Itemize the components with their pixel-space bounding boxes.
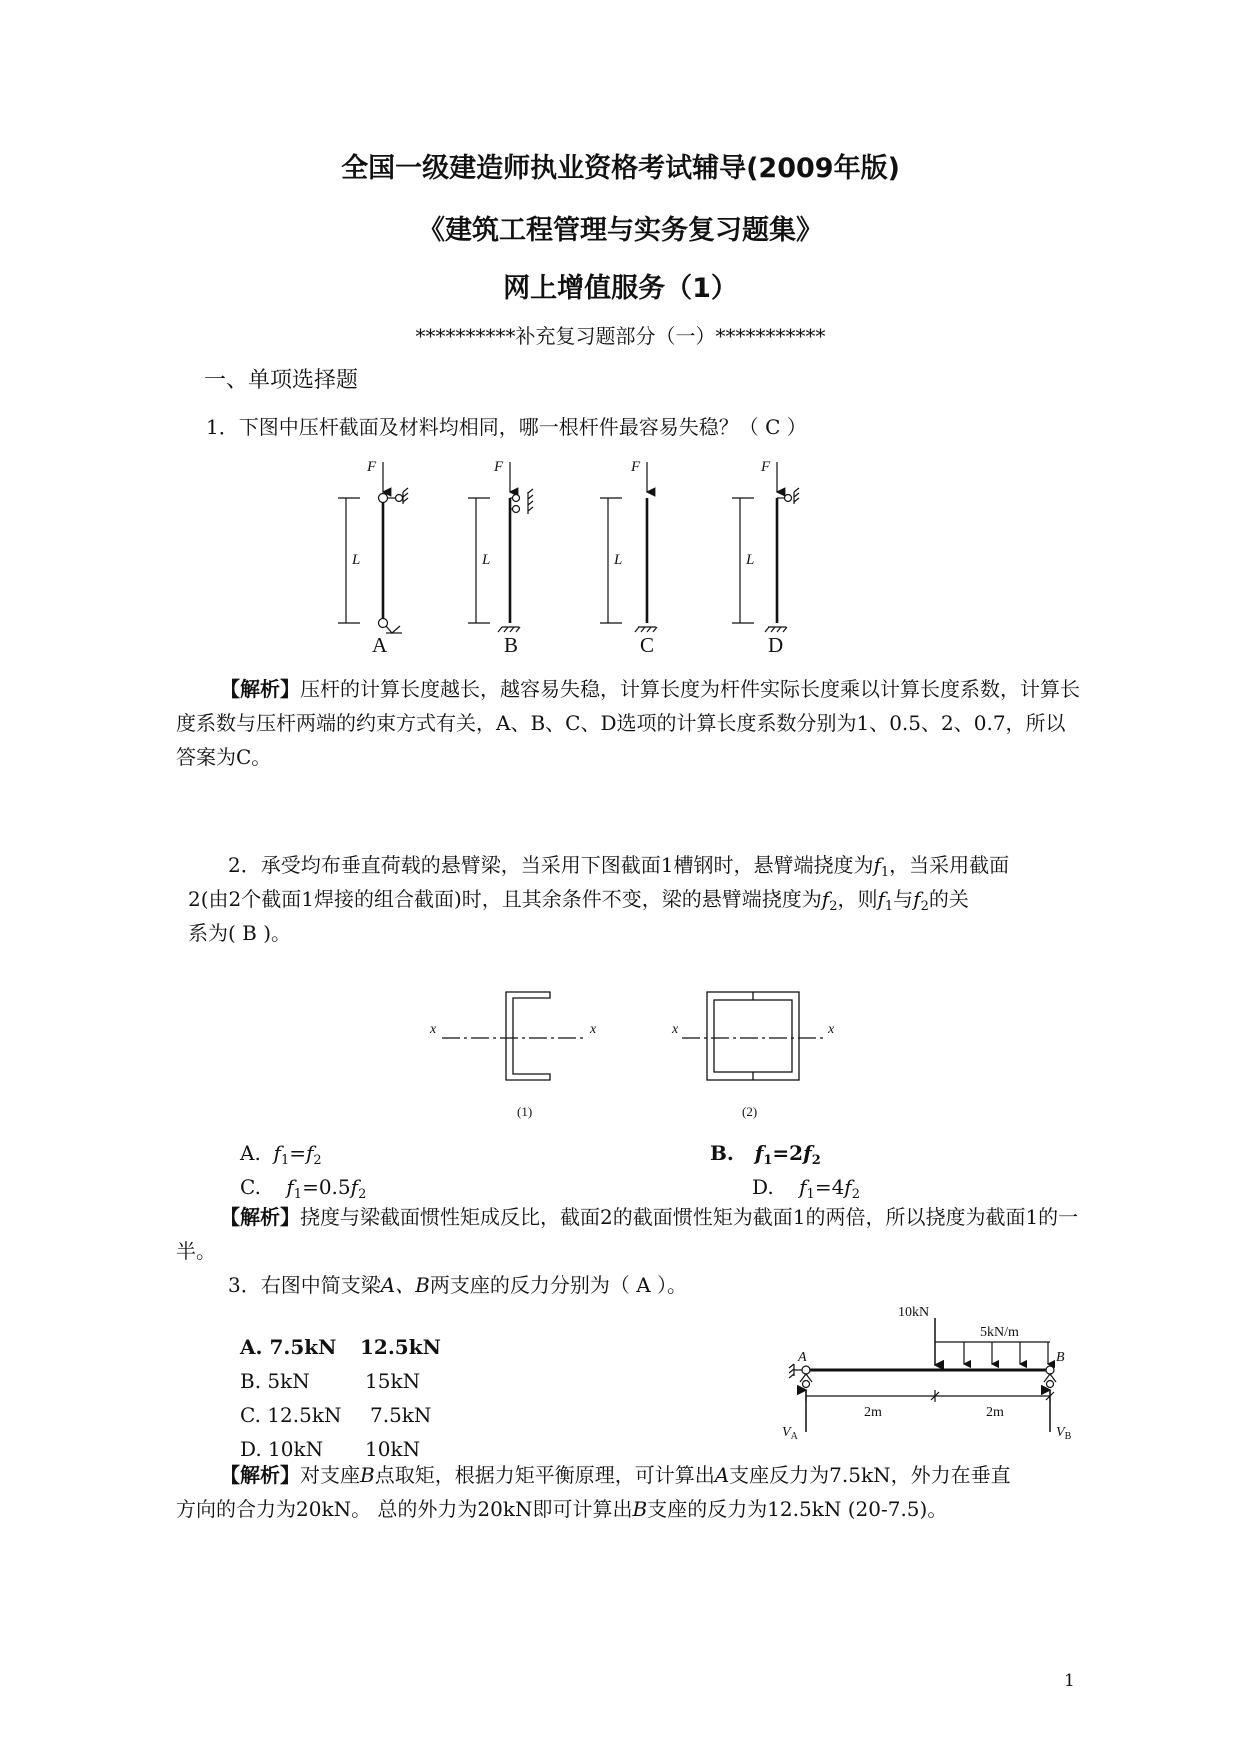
q2-caption-2: (2) (742, 1104, 758, 1119)
f-sub: 2 (851, 1187, 860, 1202)
option-value: 7.5kN (370, 1403, 432, 1427)
option-value: 12.5kN (360, 1335, 441, 1359)
q1-analysis-label: 【解析】 (220, 677, 300, 701)
q2-stem-line2 (188, 882, 969, 924)
q1-option-c-label: C (640, 633, 655, 657)
f-sub: 1 (763, 1153, 773, 1168)
q3-option-c (240, 1398, 432, 1432)
f-sub: 2 (313, 1153, 322, 1168)
q3-stem-text: 两支座的反力分别为（ A ）。 (429, 1273, 688, 1297)
q1-option-a-label: A (372, 633, 388, 657)
q3-reaction-a-label (782, 1425, 799, 1442)
q1-load-label-d: F (761, 459, 771, 475)
q3-support-a-label: A (798, 1350, 807, 1365)
option-label: B. (710, 1141, 734, 1165)
reaction-symbol: V (1056, 1425, 1065, 1440)
f-sub: 1 (293, 1187, 303, 1202)
f-sub: 1 (880, 865, 890, 880)
option-value: B. 5kN (240, 1369, 310, 1393)
f-sub: 2 (829, 899, 838, 914)
q1-figure (320, 452, 820, 662)
f-sub: 2 (358, 1187, 367, 1202)
q1-analysis (176, 672, 1082, 774)
page-title: 全国一级建造师执业资格考试辅导(2009年版) (341, 153, 900, 184)
q2-axis-label: x (590, 1022, 597, 1037)
q3-analysis-text: 点取矩，根据力矩平衡原理，可计算出 (374, 1463, 715, 1487)
option-relation: =4 (814, 1175, 845, 1199)
f-var: f (844, 1175, 852, 1199)
reaction-subscript: A (790, 1431, 798, 1442)
option-relation: =0.5 (302, 1175, 351, 1199)
q3-support-b-label: B (1056, 1350, 1065, 1365)
section-heading: 一、单项选择题 (204, 368, 359, 393)
q2-analysis (176, 1200, 1082, 1268)
q3-var-b: B (360, 1463, 375, 1487)
option-label: D. (752, 1175, 774, 1199)
q2-axis-label: x (672, 1022, 679, 1037)
reaction-subscript: B (1064, 1431, 1072, 1442)
f-var: f (803, 1141, 812, 1165)
q2-stem-text: ，当采用截面 (889, 853, 1010, 877)
f-var: f (754, 1141, 764, 1165)
q2-analysis-label: 【解析】 (220, 1205, 300, 1229)
q3-span2-label: 2m (986, 1405, 1004, 1420)
f-var: f (913, 887, 921, 911)
q1-length-label-a: L (352, 552, 361, 568)
reaction-symbol: V (782, 1425, 791, 1440)
q2-stem-text: 与 (893, 887, 914, 911)
q3-stem-text: 3．右图中简支梁 (228, 1273, 381, 1297)
option-value: 15kN (365, 1369, 421, 1393)
q3-var-a: A (714, 1463, 730, 1487)
f-sub: 1 (884, 899, 894, 914)
q1-load-label-b: F (494, 459, 504, 475)
f-var: f (273, 1141, 281, 1165)
q3-analysis-text: 支座反力为7.5kN，外力在垂直 (729, 1463, 1011, 1487)
q3-option-b (240, 1364, 421, 1398)
option-label: C. (240, 1175, 261, 1199)
q3-beam-figure (780, 1298, 1080, 1448)
q2-analysis-text: 挠度与梁截面惯性矩成反比，截面2的截面惯性矩为截面1的两倍，所以挠度为截面1的一半。 (176, 1205, 1079, 1263)
q3-support-vars: A、B (380, 1273, 430, 1297)
q2-caption-1: (1) (517, 1104, 533, 1119)
q3-span1-label: 2m (864, 1405, 882, 1420)
q2-stem-text: ，则 (837, 887, 878, 911)
f-sub: 1 (280, 1153, 290, 1168)
option-value: 10kN (365, 1437, 421, 1461)
f-sub: 2 (920, 899, 929, 914)
f-var: f (286, 1175, 294, 1199)
q3-analysis-text: 方向的合力为20kN。 总的外力为20kN即可计算出 (176, 1497, 633, 1521)
f-var: f (305, 1141, 314, 1165)
q2-stem-line3: 系为( B )。 (188, 921, 292, 945)
option-relation: =2 (772, 1141, 804, 1165)
f-sub: 1 (806, 1187, 815, 1202)
q1-load-label-c: F (631, 459, 641, 475)
option-label: A. (240, 1141, 261, 1165)
q3-dist-load-label: 5kN/m (980, 1325, 1019, 1340)
q3-point-load-label: 10kN (898, 1305, 930, 1320)
q1-analysis-text: 压杆的计算长度越长，越容易失稳，计算长度为杆件实际长度乘以计算长度系数，计算长度系数与压杆两端的约束方式有关，A、B、C、D选项的计算长度系数分别为1、0.5、2、0.7，所以答案为C。 (176, 677, 1080, 769)
q2-axis-label: x (430, 1022, 437, 1037)
q1-option-d-label: D (768, 633, 784, 657)
q3-stem (228, 1268, 687, 1302)
q3-reaction-b-label (1056, 1425, 1072, 1442)
q3-analysis-label: 【解析】 (220, 1463, 300, 1487)
f-var: f (350, 1175, 359, 1199)
q2-figure (420, 990, 850, 1120)
option-value: C. 12.5kN (240, 1403, 342, 1427)
section-banner: **********补充复习题部分（一）*********** (415, 324, 826, 348)
page-number: 1 (1064, 1671, 1075, 1691)
q1-stem: 1．下图中压杆截面及材料均相同，哪一根杆件最容易失稳？（ C ） (206, 415, 807, 439)
q2-stem-text: 2(由2个截面1焊接的组合截面)时，且其余条件不变，梁的悬臂端挠度为 (188, 887, 822, 911)
f-var: f (821, 887, 830, 911)
option-value: A. 7.5kN (240, 1335, 337, 1359)
q3-analysis-line2 (176, 1492, 947, 1526)
q3-var-b: B (632, 1497, 648, 1521)
f-var: f (877, 887, 885, 911)
q1-length-label-c: L (614, 552, 623, 568)
f-var: f (799, 1175, 807, 1199)
q1-load-label-a: F (367, 459, 377, 475)
q3-analysis-text: 对支座 (300, 1463, 360, 1487)
q1-length-label-b: L (482, 552, 491, 568)
option-relation: = (289, 1141, 306, 1165)
book-title: 《建筑工程管理与实务复习题集》 (418, 215, 823, 246)
q2-stem-text: 2．承受均布垂直荷载的悬臂梁，当采用下图截面1槽钢时，悬臂端挠度为 (228, 853, 874, 877)
option-value: D. 10kN (240, 1437, 324, 1461)
service-title: 网上增值服务（1） (503, 273, 738, 304)
f-var: f (873, 853, 881, 877)
q3-analysis-text: 支座的反力为12.5kN (20-7.5)。 (647, 1497, 948, 1521)
q1-length-label-d: L (746, 552, 755, 568)
q2-axis-label: x (828, 1022, 835, 1037)
q3-analysis-line1 (220, 1458, 1011, 1492)
f-sub: 2 (811, 1153, 821, 1168)
q3-option-a (240, 1330, 441, 1364)
q1-option-b-label: B (504, 633, 519, 657)
q2-stem-text: 的关 (928, 887, 969, 911)
